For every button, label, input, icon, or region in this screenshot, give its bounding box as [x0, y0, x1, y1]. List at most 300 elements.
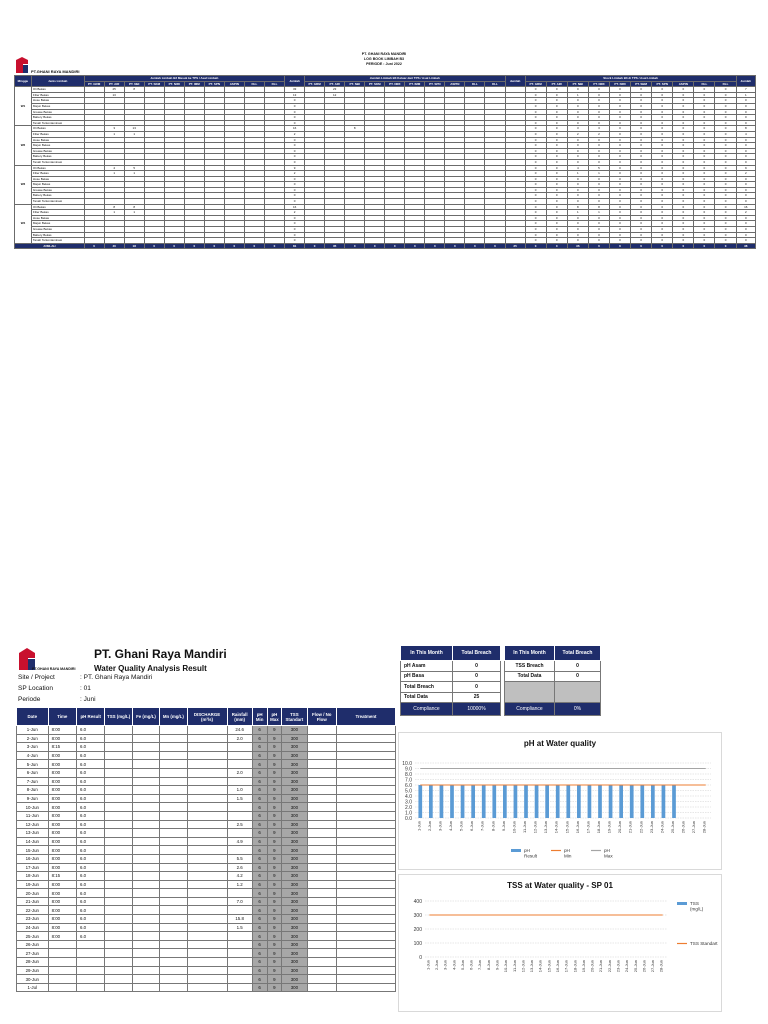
y-tick-label: 0: [419, 954, 422, 961]
x-tick-label: 19-Jun: [606, 821, 612, 834]
cell: 0: [673, 98, 694, 104]
cell: 0: [546, 232, 567, 238]
cell: 0: [715, 204, 736, 210]
treatment-cell: [336, 975, 395, 984]
cell: 0: [652, 159, 673, 165]
cell: 0: [631, 159, 652, 165]
cell-total: 0: [285, 221, 305, 227]
cell: 0: [652, 227, 673, 233]
date-cell: 26-Jun: [17, 940, 49, 949]
ph-result-cell: 6.0: [77, 923, 105, 932]
cell: 0: [525, 221, 546, 227]
tss-standard-cell: 300: [282, 872, 307, 881]
cell: 0: [588, 238, 609, 244]
period-label: Periode: [18, 696, 41, 703]
cell: 0: [715, 221, 736, 227]
cell: 0: [588, 143, 609, 149]
week-label: W3: [15, 165, 32, 204]
cell: 0: [588, 109, 609, 115]
cell: 0: [715, 215, 736, 221]
flow-cell: [307, 786, 336, 795]
x-tick-label: 7-Jun: [479, 821, 485, 832]
week-label: W4: [15, 204, 32, 243]
cell: 0: [631, 227, 652, 233]
table-row: [17, 854, 396, 863]
column-header: DLL: [465, 81, 485, 87]
x-tick-label: 21-Jun: [598, 960, 604, 973]
mn-cell: [160, 777, 187, 786]
ph-basa-value: 0: [453, 671, 501, 682]
legend-label: TSS: [690, 901, 699, 906]
ph-max-cell: 9: [267, 743, 282, 752]
cell: 0: [715, 193, 736, 199]
tss-standard-cell: 300: [282, 743, 307, 752]
column-header: PT. NIRI: [164, 81, 184, 87]
cell: 3: [104, 126, 124, 132]
cell: 0: [525, 238, 546, 244]
waste-type: Filter Bekas: [31, 210, 84, 216]
cell: 0: [567, 137, 588, 143]
ph-max-cell: 9: [267, 872, 282, 881]
legend-label: Result: [524, 853, 538, 859]
period-value: : Juni: [80, 696, 96, 703]
fe-cell: [132, 743, 159, 752]
waste-type: Oli Bekas: [31, 204, 84, 210]
cell: 25: [104, 87, 124, 93]
treatment-cell: [336, 854, 395, 863]
cell: 0: [525, 193, 546, 199]
mn-cell: [160, 949, 187, 958]
x-tick-label: 26-Jun: [641, 960, 647, 973]
total-cell: 40: [104, 243, 124, 249]
ph-summary-header-breach: Total Breach: [453, 646, 501, 661]
cell: 0: [715, 126, 736, 132]
date-cell: 28-Jun: [17, 958, 49, 967]
rainfall-cell: 2.6: [227, 863, 252, 872]
cell-total: 0: [285, 232, 305, 238]
fe-cell: [132, 949, 159, 958]
cell: 1: [124, 210, 144, 216]
cell: 0: [694, 109, 715, 115]
cell: 0: [588, 159, 609, 165]
tss-cell: [105, 743, 132, 752]
cell: 0: [715, 87, 736, 93]
y-tick-label: 300: [413, 912, 422, 919]
cell: 0: [609, 232, 630, 238]
x-tick-label: 19-Jun: [580, 960, 586, 973]
ph-min-cell: 6: [252, 872, 267, 881]
discharge-cell: [187, 803, 227, 812]
total-cell: 0: [694, 243, 715, 249]
time-cell: [48, 949, 76, 958]
ph-result-cell: [77, 983, 105, 992]
treatment-cell: [336, 915, 395, 924]
cell: 4: [104, 165, 124, 171]
cell: 0: [715, 109, 736, 115]
rainfall-cell: [227, 777, 252, 786]
column-header: PT. NIRI: [588, 81, 609, 87]
cell: 0: [588, 193, 609, 199]
discharge-cell: [187, 743, 227, 752]
cell: 0: [631, 143, 652, 149]
cell: 0: [525, 103, 546, 109]
cell: 0: [631, 182, 652, 188]
tss-cell: [105, 760, 132, 769]
ph-max-cell: 9: [267, 880, 282, 889]
discharge-cell: [187, 760, 227, 769]
cell-total: 13: [285, 92, 305, 98]
ph-max-cell: 9: [267, 820, 282, 829]
ph-result-cell: [77, 949, 105, 958]
total-cell: 0: [609, 243, 630, 249]
rainfall-cell: 5.5: [227, 854, 252, 863]
cell-total: 7: [736, 87, 755, 93]
cell: 0: [546, 176, 567, 182]
table-row: [17, 932, 396, 941]
ph-result-cell: [77, 966, 105, 975]
date-cell: 7-Jun: [17, 777, 49, 786]
fe-cell: [132, 768, 159, 777]
treatment-cell: [336, 897, 395, 906]
mn-cell: [160, 915, 187, 924]
tss-standard-cell: 300: [282, 829, 307, 838]
flow-cell: [307, 983, 336, 992]
ph-min-cell: 6: [252, 829, 267, 838]
tss-summary-header-breach: Total Breach: [555, 646, 601, 661]
waste-type: Majun Bekas: [31, 221, 84, 227]
flow-cell: [307, 958, 336, 967]
cell: 0: [609, 182, 630, 188]
fe-cell: [132, 906, 159, 915]
rainfall-cell: 2.0: [227, 768, 252, 777]
column-header: PT. IMM: [405, 81, 425, 87]
cell-total: 0: [285, 154, 305, 160]
cell-total: 0: [285, 143, 305, 149]
cell: 0: [652, 221, 673, 227]
tss-cell: [105, 854, 132, 863]
tss-compliance-value: 0%: [555, 703, 601, 716]
cell: 0: [715, 159, 736, 165]
date-cell: 12-Jun: [17, 820, 49, 829]
cell: 0: [546, 98, 567, 104]
cell: 0: [652, 126, 673, 132]
tss-cell: [105, 734, 132, 743]
site-row: [18, 674, 152, 681]
tss-standard-cell: 300: [282, 837, 307, 846]
table-row: [17, 829, 396, 838]
cell: 0: [694, 159, 715, 165]
y-tick-label: 200: [413, 926, 422, 933]
x-tick-label: 28-Jun: [658, 960, 664, 973]
bar: [630, 785, 634, 818]
cell-total: 0: [285, 182, 305, 188]
ph-max-cell: 9: [267, 975, 282, 984]
flow-cell: [307, 734, 336, 743]
mn-cell: [160, 932, 187, 941]
cell: 0: [673, 204, 694, 210]
treatment-cell: [336, 966, 395, 975]
flow-cell: [307, 897, 336, 906]
cell: 0: [715, 143, 736, 149]
tss-cell: [105, 940, 132, 949]
cell: 0: [652, 199, 673, 205]
masuk-group-header: Jumlah Limbah B3 Masuk ke TPS / Asal Limbah: [84, 76, 284, 82]
table-row: [17, 872, 396, 881]
cell: 0: [546, 109, 567, 115]
tss-cell: [105, 794, 132, 803]
column-header: PT. NBI: [345, 81, 365, 87]
fe-cell: [132, 846, 159, 855]
x-tick-label: 15-Jun: [564, 821, 570, 834]
ph-result-cell: 6.0: [77, 846, 105, 855]
table-row: [17, 786, 396, 795]
period-row: [18, 696, 96, 703]
treatment-cell: [336, 846, 395, 855]
cell: 0: [652, 103, 673, 109]
water-quality-report: [16, 645, 400, 992]
time-cell: 8:00: [48, 889, 76, 898]
cell: 8: [124, 87, 144, 93]
cell: 0: [567, 215, 588, 221]
date-cell: 17-Jun: [17, 863, 49, 872]
y-tick-label: 7.0: [405, 777, 412, 784]
column-header: DLL: [244, 81, 264, 87]
x-tick-label: 3-Jun: [437, 821, 443, 832]
table-row: [17, 811, 396, 820]
cell: 0: [631, 148, 652, 154]
cell: 0: [673, 87, 694, 93]
ph-max-cell: 9: [267, 906, 282, 915]
cell: 0: [609, 154, 630, 160]
cell: 0: [525, 171, 546, 177]
ph-summary-table: [400, 645, 501, 716]
tss-cell: [105, 803, 132, 812]
y-tick-label: 0.0: [405, 815, 412, 822]
x-tick-label: 9-Jun: [500, 821, 506, 832]
table-row: [17, 897, 396, 906]
cell: 0: [546, 120, 567, 126]
ph-basa-label: pH Basa: [401, 671, 453, 682]
ph-result-cell: 6.0: [77, 889, 105, 898]
column-header: PT. NBI: [567, 81, 588, 87]
cell: 0: [609, 210, 630, 216]
tss-standard-cell: 300: [282, 915, 307, 924]
tss-standard-cell: 300: [282, 726, 307, 735]
cell: 0: [609, 120, 630, 126]
mn-cell: [160, 975, 187, 984]
cell: 0: [694, 182, 715, 188]
cell: 0: [525, 199, 546, 205]
bar: [651, 785, 655, 818]
cell: 0: [546, 115, 567, 121]
date-cell: 1-Jun: [17, 726, 49, 735]
fe-cell: [132, 966, 159, 975]
fe-cell: [132, 786, 159, 795]
tss-standard-cell: 300: [282, 846, 307, 855]
flow-cell: [307, 975, 336, 984]
cell: 0: [546, 171, 567, 177]
cell-total: 0: [736, 148, 755, 154]
cell: 0: [525, 120, 546, 126]
rainfall-cell: 7.0: [227, 897, 252, 906]
cell: 0: [694, 238, 715, 244]
ph-min-cell: 6: [252, 906, 267, 915]
tss-standard-cell: 300: [282, 923, 307, 932]
ph-total-breach-value: 0: [453, 682, 501, 693]
table-row: [17, 915, 396, 924]
cell-total: 0: [285, 137, 305, 143]
total-cell: 0: [365, 243, 385, 249]
cell: 0: [609, 92, 630, 98]
cell: 0: [715, 120, 736, 126]
cell: 0: [609, 98, 630, 104]
cell: 0: [631, 193, 652, 199]
flow-cell: [307, 726, 336, 735]
tss-cell: [105, 915, 132, 924]
treatment-cell: [336, 949, 395, 958]
column-header: PT. SKM: [144, 81, 164, 87]
table-row: [17, 734, 396, 743]
cell-total: 0: [736, 103, 755, 109]
ph-min-cell: 6: [252, 966, 267, 975]
ph-max-cell: 9: [267, 751, 282, 760]
tss-standard-cell: 300: [282, 958, 307, 967]
cell: 1: [104, 171, 124, 177]
x-tick-label: 27-Jun: [691, 821, 697, 834]
table-row: [17, 760, 396, 769]
mn-cell: [160, 751, 187, 760]
cell-total: 0: [285, 120, 305, 126]
total-cell: 0: [673, 243, 694, 249]
cell: 0: [673, 120, 694, 126]
treatment-cell: [336, 906, 395, 915]
cell: 13: [104, 92, 124, 98]
waste-type: Majun Bekas: [31, 103, 84, 109]
tss-cell: [105, 966, 132, 975]
rainfall-cell: 24.6: [227, 726, 252, 735]
company-logo: [14, 56, 104, 74]
time-cell: 8:00: [48, 777, 76, 786]
date-cell: 24-Jun: [17, 923, 49, 932]
rainfall-cell: [227, 846, 252, 855]
fe-cell: [132, 958, 159, 967]
rainfall-cell: 2.5: [227, 820, 252, 829]
cell-total: 9: [736, 165, 755, 171]
cell: 1: [588, 171, 609, 177]
cell: 0: [631, 154, 652, 160]
cell: 0: [631, 187, 652, 193]
ph-max-cell: 9: [267, 863, 282, 872]
fe-cell: [132, 854, 159, 863]
discharge-cell: [187, 932, 227, 941]
flow-cell: [307, 760, 336, 769]
fe-cell: [132, 897, 159, 906]
cell: 0: [694, 210, 715, 216]
cell: 0: [631, 176, 652, 182]
discharge-cell: [187, 983, 227, 992]
time-cell: 8:00: [48, 751, 76, 760]
treatment-cell: [336, 837, 395, 846]
ph-max-cell: 9: [267, 923, 282, 932]
column-header: DLL: [715, 81, 736, 87]
mn-cell: [160, 958, 187, 967]
cell: 0: [715, 137, 736, 143]
cell: 0: [673, 187, 694, 193]
cell: 0: [588, 87, 609, 93]
discharge-cell: [187, 889, 227, 898]
cell: 2: [588, 131, 609, 137]
x-tick-label: 4-Jun: [448, 821, 453, 832]
ph-result-cell: 6.0: [77, 760, 105, 769]
treatment-cell: [336, 932, 395, 941]
cell: 0: [588, 92, 609, 98]
x-tick-label: 21-Jun: [627, 821, 633, 834]
cell: 0: [588, 120, 609, 126]
table-row: [17, 889, 396, 898]
bar: [440, 785, 444, 818]
waste-type: Grease Bekas: [31, 187, 84, 193]
time-cell: [48, 983, 76, 992]
rainfall-cell: 2.0: [227, 734, 252, 743]
discharge-cell: [187, 915, 227, 924]
waste-type: Grease Bekas: [31, 109, 84, 115]
waste-type: Majun Bekas: [31, 143, 84, 149]
cell: 0: [567, 103, 588, 109]
waste-type: Majun Bekas: [31, 182, 84, 188]
tss-cell: [105, 777, 132, 786]
total-cell: 0: [305, 243, 325, 249]
week-label: W2: [15, 126, 32, 165]
treatment-cell: [336, 983, 395, 992]
discharge-cell: [187, 726, 227, 735]
ph-min-cell: 6: [252, 777, 267, 786]
cell: 0: [673, 232, 694, 238]
treatment-cell: [336, 786, 395, 795]
cell: 0: [525, 148, 546, 154]
table-row: [17, 803, 396, 812]
cell: 0: [652, 154, 673, 160]
cell: 0: [694, 126, 715, 132]
cell: 5: [124, 165, 144, 171]
cell: 0: [652, 115, 673, 121]
cell: 0: [546, 148, 567, 154]
bar: [577, 785, 581, 818]
date-cell: 15-Jun: [17, 846, 49, 855]
ph-max-cell: 9: [267, 811, 282, 820]
ph-max-cell: 9: [267, 949, 282, 958]
ph-chart-svg: [399, 733, 721, 869]
table-row: [17, 966, 396, 975]
cell-total: 0: [285, 115, 305, 121]
ph-min-cell: 6: [252, 880, 267, 889]
cell: 0: [609, 193, 630, 199]
tss-compliance-label: Compliance: [505, 703, 555, 716]
cell: 1: [567, 92, 588, 98]
cell: 0: [652, 109, 673, 115]
cell-total: 2: [285, 210, 305, 216]
cell: 0: [525, 227, 546, 233]
ph-min-cell: 6: [252, 734, 267, 743]
cell: 0: [567, 238, 588, 244]
cell: 0: [715, 103, 736, 109]
cell: 0: [588, 227, 609, 233]
logbook-titles: [264, 52, 504, 67]
y-tick-label: 1.0: [405, 810, 412, 817]
cell: 0: [588, 221, 609, 227]
fe-cell: [132, 940, 159, 949]
rainfall-cell: [227, 906, 252, 915]
cell: 0: [652, 215, 673, 221]
